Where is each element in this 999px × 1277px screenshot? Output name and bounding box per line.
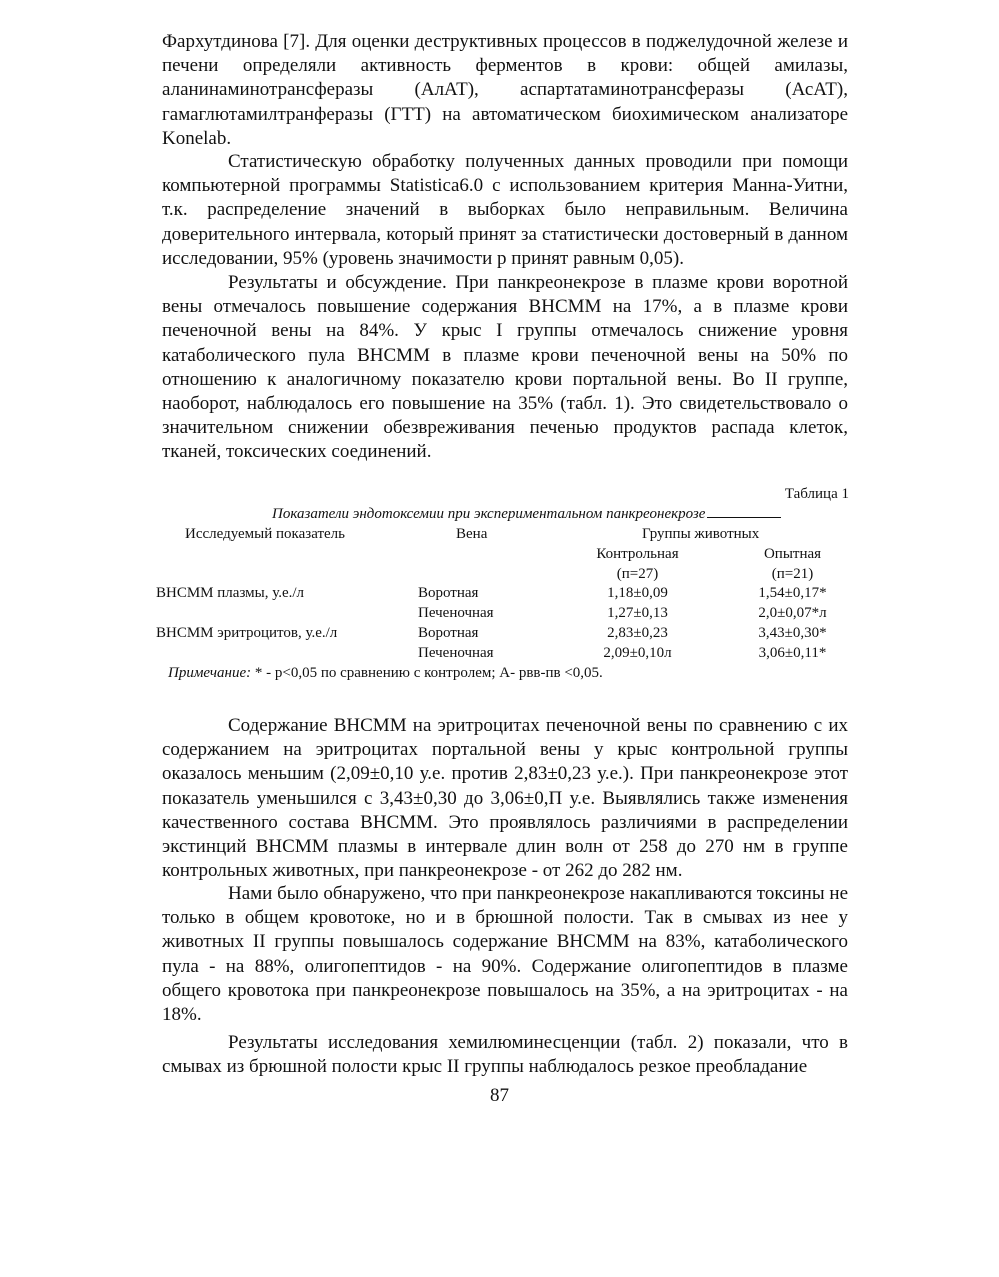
table-title-text: Показатели эндотоксемии при экспериментальном панкреонекрозе	[272, 506, 706, 522]
table-cell-experimental: 3,43±0,30*	[758, 625, 827, 641]
page-number: 87	[490, 1085, 509, 1106]
table-cell-vein: Воротная	[418, 585, 479, 601]
table-cell-experimental: 1,54±0,17*	[758, 585, 827, 601]
header-control: Контрольная	[596, 546, 679, 562]
header-vein: Вена	[456, 526, 488, 542]
table-note-text: * - р<0,05 по сравнению с контролем; А- рвв-пв <0,05.	[251, 665, 603, 681]
header-indicator: Исследуемый показатель	[185, 526, 346, 542]
table-cell-vein: Печеночная	[418, 605, 494, 621]
paragraph-methods-enzymes: Фархутдинова [7]. Для оценки деструктивных процессов в поджелудочной железе и печени определяли активность ферментов в крови: общей амилазы, аланинаминотрансферазы (АлАТ), аспартатаминотрансферазы (АсАТ), гамаглютамилтранферазы (ГТТ) на автоматическом биохимическом анализаторе Konelab.	[162, 31, 848, 149]
table-cell-control: 1,27±0,13	[607, 605, 668, 621]
header-experimental: Опытная	[763, 546, 822, 562]
table-cell-control: 1,18±0,09	[607, 585, 668, 601]
header-control-n: (п=27)	[616, 566, 659, 582]
table-cell-control: 2,83±0,23	[607, 625, 668, 641]
table-title-underline	[707, 517, 781, 518]
table-note-label: Примечание:	[168, 665, 252, 681]
table-caption: Таблица 1	[784, 486, 849, 502]
header-experimental-n: (п=21)	[771, 566, 814, 582]
table-title	[272, 506, 781, 523]
paragraph-results: Результаты и обсуждение. При панкреонекрозе в плазме крови воротной вены отмечалось повышение содержания ВНСММ на 17%, а в плазме крови печеночной вены на 84%. У крыс I группы отмечалось снижение уровня катаболического пула ВНСММ в плазме крови печеночной вены на 50% по отношению к аналогичному показателю крови портальной вены. Во II группе, наоборот, наблюдалось его повышение на 35% (табл. 1). Это свидетельствовало о значительном снижении обезвреживания печенью продуктов распада клеток, тканей, токсических соединений.	[162, 272, 848, 463]
table-cell-vein: Печеночная	[418, 645, 494, 661]
paragraph-statistics: Статистическую обработку полученных данных проводили при помощи компьютерной программы Statistica6.0 с использованием критерия Манна-Уитни, т.к. распределение значений в выборках было неправильным. Величина доверительного интервала, который принят за статистически достоверный в данном исследовании, 95% (уровень значимости р принят равным 0,05).	[162, 151, 848, 269]
table-cell-indicator: ВНСММ эритроцитов, у.е./л	[156, 625, 338, 641]
table-cell-experimental: 2,0±0,07*л	[758, 605, 827, 621]
paragraph-erythrocytes: Содержание ВНСММ на эритроцитах печеночной вены по сравнению с их содержанием на эритроцитах портальной вены у крыс контрольной группы оказалось меньшим (2,09±0,10 у.е. против 2,83±0,23 у.е.). При панкреонекрозе этот показатель уменьшился с 3,43±0,30 до 3,06±0,П у.е. Выявлялись также изменения качественного состава ВНСММ. Это проявлялось различиями в распределении экстинций ВНСММ плазмы в интервале длин волн от 258 до 270 нм в группе контрольных животных, при панкреонекрозе - от 262 до 282 нм.	[162, 715, 848, 882]
header-groups: Группы животных	[642, 526, 760, 542]
table-cell-indicator: ВНСММ плазмы, у.е./л	[156, 585, 305, 601]
paragraph-chemiluminescence: Результаты исследования хемилюминесценции (табл. 2) показали, что в смывах из брюшной полости крыс II группы наблюдалось резкое преобладание	[162, 1032, 848, 1078]
table-cell-control: 2,09±0,10л	[603, 645, 672, 661]
table-cell-vein: Воротная	[418, 625, 479, 641]
table-cell-experimental: 3,06±0,11*	[758, 645, 827, 661]
table-note	[168, 665, 603, 682]
paragraph-abdominal: Нами было обнаружено, что при панкреонекрозе накапливаются токсины не только в общем кровотоке, но и в брюшной полости. Так в смывах из нее у животных II группы повышалось содержание ВНСММ на 83%, катаболического пула - на 88%, олигопептидов - на 90%. Содержание олигопептидов в плазме общего кровотока при панкреонекрозе повышалось на 35%, а на эритроцитах - на 18%.	[162, 883, 848, 1026]
